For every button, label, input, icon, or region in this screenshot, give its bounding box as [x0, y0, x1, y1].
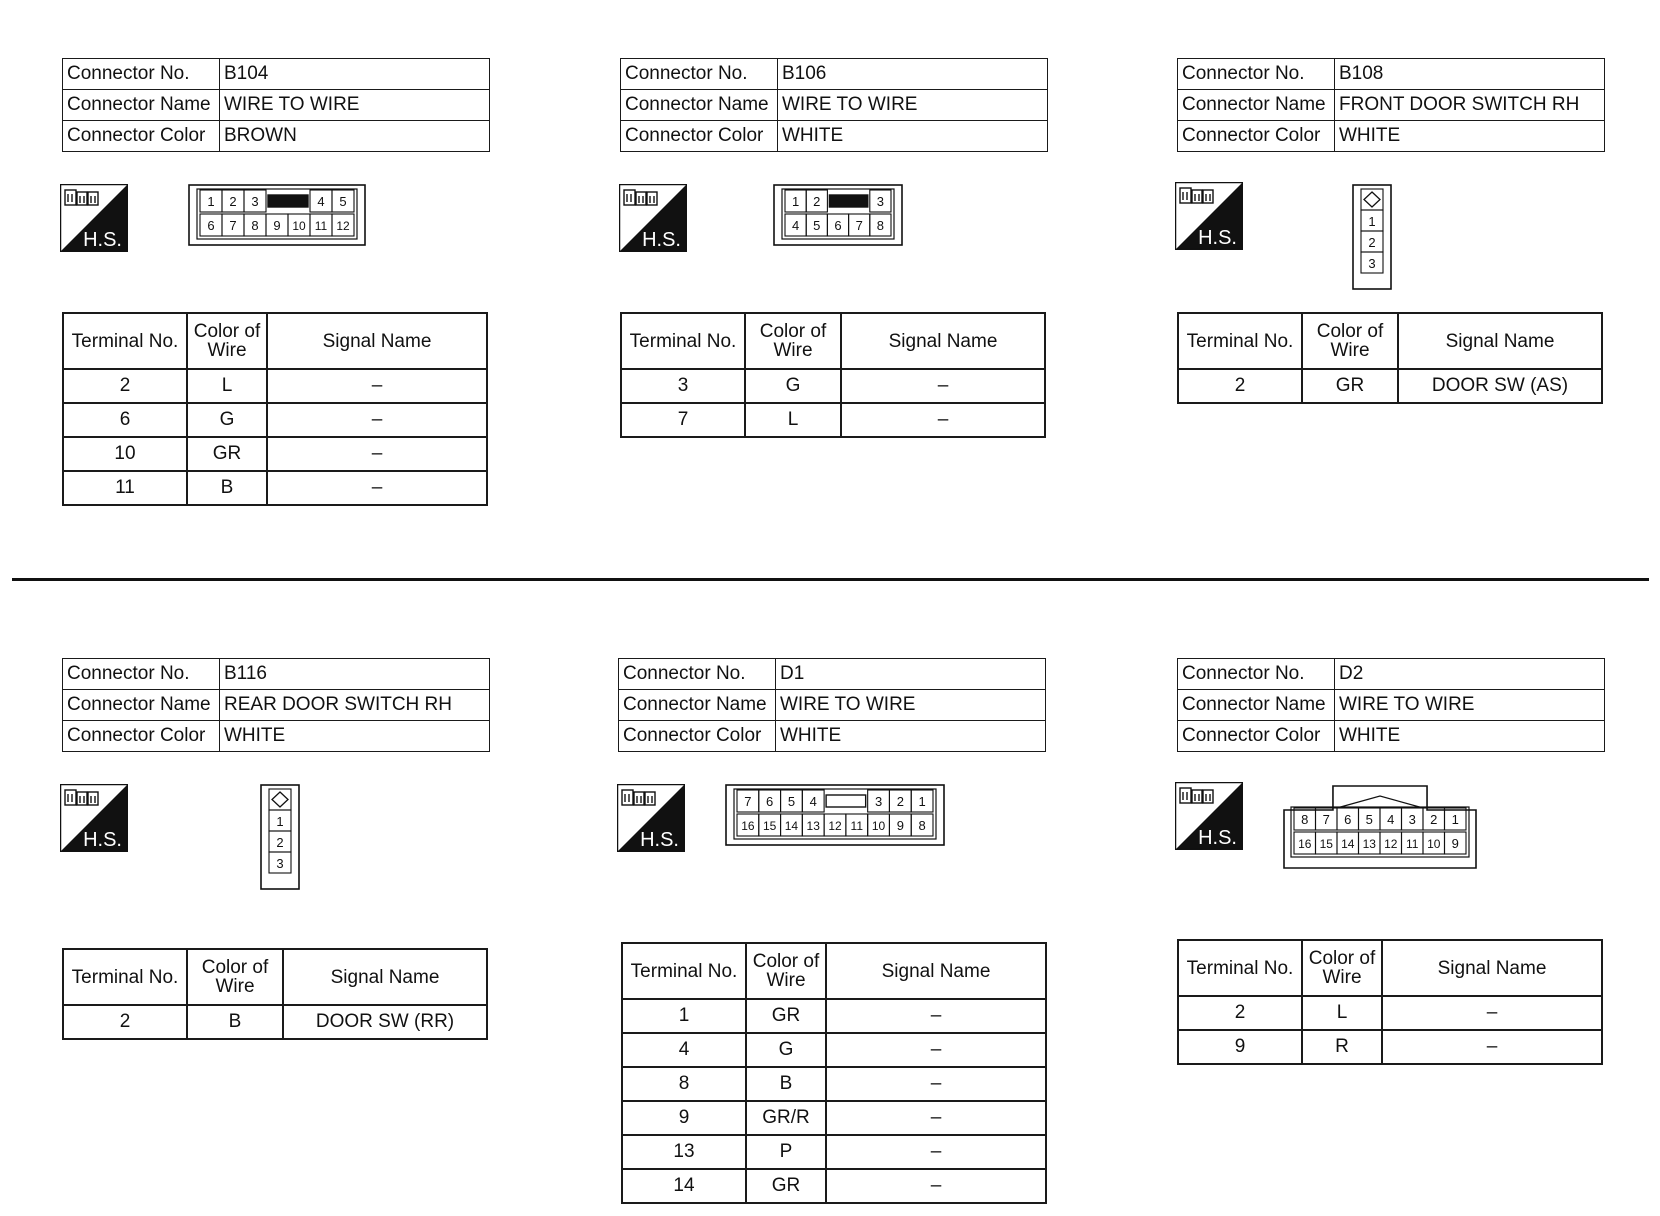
table-row — [1178, 369, 1602, 403]
pin-cell — [911, 790, 933, 812]
pin-cell — [889, 814, 911, 836]
signal-name-cell: – — [826, 1067, 1046, 1101]
svg-text:9: 9 — [273, 218, 281, 233]
table-row — [63, 369, 487, 403]
terminal-no-header: Terminal No. — [1178, 940, 1302, 996]
hs-harness-side-icon — [60, 784, 128, 852]
wire-color-cell: GR/R — [746, 1101, 826, 1135]
connector-name-value: REAR DOOR SWITCH RH — [220, 690, 490, 721]
wire-color-cell: G — [746, 1033, 826, 1067]
signal-name-header: Signal Name — [841, 313, 1045, 369]
terminal-panel-b106 — [620, 312, 1046, 438]
terminal-no-cell: 9 — [622, 1101, 746, 1135]
connector-no-label: Connector No. — [1178, 659, 1335, 690]
pin-cell — [1361, 252, 1383, 273]
pin-cell — [868, 790, 890, 812]
signal-name-cell: – — [267, 369, 487, 403]
pin-cell — [781, 814, 803, 836]
hs-harness-side-icon — [1175, 182, 1243, 250]
pin-cell — [1316, 832, 1338, 854]
pin-cell — [737, 790, 759, 812]
pin-cell — [802, 814, 824, 836]
table-row — [622, 1067, 1046, 1101]
key-block — [826, 795, 866, 807]
terminal-no-cell: 3 — [621, 369, 745, 403]
pin-cell — [1294, 832, 1316, 854]
svg-text:8: 8 — [1301, 812, 1309, 827]
pin-cell — [244, 190, 266, 212]
svg-text:3: 3 — [276, 856, 284, 871]
table-row — [1178, 1030, 1602, 1064]
svg-text:6: 6 — [1344, 812, 1352, 827]
connector-face-b104 — [188, 184, 366, 246]
pin-cell — [244, 214, 266, 236]
wire-color-cell: GR — [1302, 369, 1398, 403]
pin-cell — [269, 810, 291, 831]
pin-cell — [1361, 231, 1383, 252]
terminal-no-cell: 2 — [1178, 369, 1302, 403]
svg-text:5: 5 — [787, 794, 796, 809]
svg-text:2: 2 — [896, 794, 904, 809]
svg-text:15: 15 — [762, 819, 777, 833]
svg-text:4: 4 — [317, 194, 325, 209]
connector-face-d2 — [1282, 784, 1478, 870]
pin-cell — [1316, 808, 1338, 830]
pin-cell — [200, 214, 222, 236]
svg-text:7: 7 — [1322, 812, 1330, 827]
terminal-no-header: Terminal No. — [1178, 313, 1302, 369]
terminal-table — [621, 942, 1047, 1204]
wire-color-header: Color of Wire — [1302, 313, 1398, 369]
wire-color-cell: GR — [746, 999, 826, 1033]
table-row — [1178, 996, 1602, 1030]
svg-text:2: 2 — [1430, 812, 1438, 827]
connector-panel-b104 — [62, 58, 490, 152]
svg-text:3: 3 — [1368, 256, 1376, 271]
terminal-panel-d1 — [621, 942, 1047, 1204]
pin-cell — [1445, 832, 1467, 854]
connector-info-table — [1177, 658, 1605, 752]
connector-color-label: Connector Color — [621, 121, 778, 152]
connector-info-table — [620, 58, 1048, 152]
pin-cell — [1380, 832, 1402, 854]
svg-text:4: 4 — [791, 218, 800, 233]
connector-panel-b106 — [620, 58, 1048, 152]
svg-text:1: 1 — [1368, 214, 1376, 229]
svg-text:9: 9 — [1451, 836, 1459, 851]
wire-color-header: Color of Wire — [746, 943, 826, 999]
svg-text:11: 11 — [850, 819, 864, 833]
svg-text:5: 5 — [813, 218, 821, 233]
connector-no-label: Connector No. — [619, 659, 776, 690]
pin-cell — [759, 814, 781, 836]
hs-harness-side-icon — [1175, 782, 1243, 850]
svg-text:14: 14 — [784, 819, 799, 833]
svg-text:8: 8 — [876, 218, 885, 233]
connector-name-value: WIRE TO WIRE — [778, 90, 1048, 121]
pin-cell — [849, 214, 870, 236]
connector-no-label: Connector No. — [63, 659, 220, 690]
terminal-panel-d2 — [1177, 939, 1603, 1065]
svg-text:4: 4 — [809, 794, 817, 809]
connector-color-label: Connector Color — [63, 121, 220, 152]
svg-text:7: 7 — [855, 218, 863, 233]
signal-name-header: Signal Name — [826, 943, 1046, 999]
table-row — [622, 1033, 1046, 1067]
connector-color-value: WHITE — [1335, 121, 1605, 152]
svg-text:1: 1 — [791, 194, 800, 209]
wire-color-cell: G — [187, 403, 267, 437]
connector-name-value: WIRE TO WIRE — [776, 690, 1046, 721]
connector-name-label: Connector Name — [619, 690, 776, 721]
svg-text:6: 6 — [834, 218, 842, 233]
wire-color-cell: L — [187, 369, 267, 403]
signal-name-cell: – — [267, 403, 487, 437]
connector-panel-b108 — [1177, 58, 1605, 152]
lock-diamond-icon — [1361, 189, 1383, 210]
connector-no-label: Connector No. — [621, 59, 778, 90]
signal-name-header: Signal Name — [1382, 940, 1602, 996]
pin-cell — [200, 190, 222, 212]
svg-text:2: 2 — [276, 835, 284, 850]
signal-name-cell: DOOR SW (AS) — [1398, 369, 1602, 403]
svg-text:9: 9 — [896, 818, 904, 833]
key-block — [829, 195, 867, 207]
svg-text:2: 2 — [1368, 235, 1376, 250]
connector-color-label: Connector Color — [1178, 721, 1335, 752]
pin-cell — [1402, 808, 1424, 830]
svg-text:12: 12 — [828, 819, 842, 833]
terminal-no-header: Terminal No. — [63, 313, 187, 369]
connector-name-label: Connector Name — [1178, 690, 1335, 721]
connector-face-d1 — [725, 784, 945, 846]
connector-no-value: B108 — [1335, 59, 1605, 90]
svg-text:2: 2 — [813, 194, 821, 209]
terminal-no-cell: 8 — [622, 1067, 746, 1101]
connector-info-table — [62, 58, 490, 152]
wire-color-header: Color of Wire — [187, 949, 283, 1005]
pin-cell — [1294, 808, 1316, 830]
pin-cell — [1423, 808, 1445, 830]
pin-cell — [310, 214, 332, 236]
connector-info-table — [1177, 58, 1605, 152]
connector-no-value: D1 — [776, 659, 1046, 690]
svg-text:11: 11 — [1406, 837, 1419, 851]
svg-text:8: 8 — [918, 818, 926, 833]
pin-cell — [1445, 808, 1467, 830]
pin-cell — [288, 214, 310, 236]
hs-harness-side-icon — [617, 784, 685, 852]
connector-panel-d2 — [1177, 658, 1605, 752]
connector-color-value: WHITE — [220, 721, 490, 752]
table-row — [63, 1005, 487, 1039]
pin-cell — [827, 214, 848, 236]
signal-name-cell: – — [1382, 1030, 1602, 1064]
pin-cell — [266, 214, 288, 236]
table-row — [621, 403, 1045, 437]
pin-cell — [868, 814, 890, 836]
connector-no-value: B106 — [778, 59, 1048, 90]
signal-name-header: Signal Name — [1398, 313, 1602, 369]
table-row — [63, 471, 487, 505]
wire-color-cell: GR — [746, 1169, 826, 1203]
hs-label: H.S. — [1198, 827, 1237, 849]
connector-color-value: WHITE — [1335, 721, 1605, 752]
svg-text:1: 1 — [276, 814, 284, 829]
terminal-no-cell: 2 — [63, 1005, 187, 1039]
connector-no-value: B104 — [220, 59, 490, 90]
svg-text:1: 1 — [207, 194, 215, 209]
svg-text:3: 3 — [251, 194, 259, 209]
connector-panel-b116 — [62, 658, 490, 752]
svg-text:16: 16 — [741, 819, 755, 833]
connector-name-label: Connector Name — [63, 90, 220, 121]
pin-cell — [806, 190, 827, 212]
svg-text:12: 12 — [1384, 837, 1398, 851]
connector-no-label: Connector No. — [63, 59, 220, 90]
signal-name-header: Signal Name — [283, 949, 487, 1005]
svg-text:5: 5 — [339, 194, 347, 209]
connector-name-value: WIRE TO WIRE — [220, 90, 490, 121]
connector-name-value: WIRE TO WIRE — [1335, 690, 1605, 721]
signal-name-cell: – — [267, 471, 487, 505]
wire-color-cell: B — [746, 1067, 826, 1101]
signal-name-cell: – — [826, 1135, 1046, 1169]
pin-cell — [1361, 210, 1383, 231]
connector-name-label: Connector Name — [63, 690, 220, 721]
pin-cell — [1402, 832, 1424, 854]
table-row — [622, 1101, 1046, 1135]
connector-face-b116 — [260, 784, 300, 890]
table-row — [622, 999, 1046, 1033]
signal-name-cell: – — [826, 1101, 1046, 1135]
wire-color-cell: L — [745, 403, 841, 437]
table-row — [63, 403, 487, 437]
pin-cell — [1337, 832, 1359, 854]
terminal-no-cell: 13 — [622, 1135, 746, 1169]
svg-text:10: 10 — [871, 819, 886, 833]
hs-label: H.S. — [642, 229, 681, 251]
connector-color-value: WHITE — [776, 721, 1046, 752]
svg-text:12: 12 — [336, 219, 350, 233]
connector-no-label: Connector No. — [1178, 59, 1335, 90]
wire-color-cell: P — [746, 1135, 826, 1169]
svg-text:3: 3 — [1408, 812, 1416, 827]
signal-name-header: Signal Name — [267, 313, 487, 369]
signal-name-cell: – — [841, 403, 1045, 437]
terminal-no-cell: 4 — [622, 1033, 746, 1067]
signal-name-cell: – — [841, 369, 1045, 403]
signal-name-cell: DOOR SW (RR) — [283, 1005, 487, 1039]
svg-text:13: 13 — [1362, 837, 1376, 851]
wire-color-cell: G — [745, 369, 841, 403]
hs-label: H.S. — [1198, 227, 1237, 249]
key-block — [268, 195, 308, 207]
connector-name-value: FRONT DOOR SWITCH RH — [1335, 90, 1605, 121]
svg-text:7: 7 — [229, 218, 237, 233]
connector-name-label: Connector Name — [1178, 90, 1335, 121]
pin-cell — [310, 190, 332, 212]
pin-cell — [806, 214, 827, 236]
pin-cell — [222, 190, 244, 212]
terminal-no-cell: 2 — [63, 369, 187, 403]
wire-color-header: Color of Wire — [1302, 940, 1382, 996]
wire-color-cell: R — [1302, 1030, 1382, 1064]
svg-text:4: 4 — [1387, 812, 1395, 827]
connector-color-value: WHITE — [778, 121, 1048, 152]
terminal-no-header: Terminal No. — [63, 949, 187, 1005]
connector-face-b108 — [1352, 184, 1392, 290]
pin-cell — [785, 214, 806, 236]
pin-cell — [1423, 832, 1445, 854]
hs-label: H.S. — [83, 229, 122, 251]
svg-text:10: 10 — [292, 219, 306, 233]
pin-cell — [222, 214, 244, 236]
terminal-panel-b108 — [1177, 312, 1603, 404]
svg-text:5: 5 — [1365, 812, 1373, 827]
connector-color-value: BROWN — [220, 121, 490, 152]
terminal-no-cell: 1 — [622, 999, 746, 1033]
pin-cell — [802, 790, 824, 812]
terminal-no-header: Terminal No. — [622, 943, 746, 999]
pin-cell — [846, 814, 868, 836]
signal-name-cell: – — [826, 1169, 1046, 1203]
connector-no-value: D2 — [1335, 659, 1605, 690]
svg-text:14: 14 — [1341, 837, 1355, 851]
wire-color-cell: GR — [187, 437, 267, 471]
pin-cell — [759, 790, 781, 812]
pin-cell — [332, 190, 354, 212]
svg-text:10: 10 — [1427, 837, 1441, 851]
pin-cell — [785, 190, 806, 212]
wire-color-cell: L — [1302, 996, 1382, 1030]
wire-color-cell: B — [187, 1005, 283, 1039]
signal-name-cell: – — [1382, 996, 1602, 1030]
terminal-no-cell: 9 — [1178, 1030, 1302, 1064]
connector-face-b106 — [773, 184, 903, 246]
svg-text:16: 16 — [1298, 837, 1312, 851]
terminal-table — [620, 312, 1046, 438]
connector-panel-d1 — [618, 658, 1046, 752]
pin-cell — [1337, 808, 1359, 830]
connector-color-label: Connector Color — [619, 721, 776, 752]
hs-label: H.S. — [83, 829, 122, 851]
svg-text:1: 1 — [918, 794, 926, 809]
terminal-table — [1177, 312, 1603, 404]
pin-cell — [824, 814, 846, 836]
pin-cell — [269, 852, 291, 873]
svg-text:6: 6 — [766, 794, 774, 809]
wire-color-header: Color of Wire — [187, 313, 267, 369]
pin-cell — [1359, 808, 1381, 830]
svg-text:8: 8 — [251, 218, 259, 233]
svg-text:13: 13 — [806, 819, 820, 833]
svg-text:7: 7 — [744, 794, 752, 809]
pin-cell — [269, 831, 291, 852]
connector-color-label: Connector Color — [63, 721, 220, 752]
table-row — [622, 1169, 1046, 1203]
pin-cell — [889, 790, 911, 812]
table-row — [622, 1135, 1046, 1169]
table-row — [621, 369, 1045, 403]
hs-label: H.S. — [640, 829, 679, 851]
terminal-no-cell: 7 — [621, 403, 745, 437]
hs-harness-side-icon — [60, 184, 128, 252]
connector-no-value: B116 — [220, 659, 490, 690]
pin-cell — [1380, 808, 1402, 830]
svg-text:3: 3 — [876, 194, 885, 209]
table-row — [63, 437, 487, 471]
terminal-no-cell: 14 — [622, 1169, 746, 1203]
hs-harness-side-icon — [619, 184, 687, 252]
terminal-no-header: Terminal No. — [621, 313, 745, 369]
svg-text:15: 15 — [1319, 837, 1333, 851]
terminal-table — [1177, 939, 1603, 1065]
pin-cell — [870, 190, 891, 212]
section-divider — [12, 578, 1649, 581]
svg-text:3: 3 — [874, 794, 883, 809]
connector-color-label: Connector Color — [1178, 121, 1335, 152]
svg-text:1: 1 — [1451, 812, 1459, 827]
wire-color-cell: B — [187, 471, 267, 505]
terminal-no-cell: 2 — [1178, 996, 1302, 1030]
pin-cell — [1359, 832, 1381, 854]
terminal-table — [62, 312, 488, 506]
pin-cell — [332, 214, 354, 236]
terminal-panel-b116 — [62, 948, 488, 1040]
pin-cell — [870, 214, 891, 236]
terminal-table — [62, 948, 488, 1040]
pin-cell — [781, 790, 803, 812]
connector-info-table — [618, 658, 1046, 752]
svg-text:6: 6 — [207, 218, 215, 233]
pin-cell — [737, 814, 759, 836]
signal-name-cell: – — [826, 999, 1046, 1033]
terminal-no-cell: 6 — [63, 403, 187, 437]
terminal-no-cell: 11 — [63, 471, 187, 505]
terminal-no-cell: 10 — [63, 437, 187, 471]
pin-cell — [911, 814, 933, 836]
connector-name-label: Connector Name — [621, 90, 778, 121]
signal-name-cell: – — [267, 437, 487, 471]
terminal-panel-b104 — [62, 312, 488, 506]
connector-info-table — [62, 658, 490, 752]
signal-name-cell: – — [826, 1033, 1046, 1067]
wire-color-header: Color of Wire — [745, 313, 841, 369]
svg-text:11: 11 — [314, 219, 328, 233]
lock-diamond-icon — [269, 789, 291, 810]
svg-text:2: 2 — [229, 194, 237, 209]
